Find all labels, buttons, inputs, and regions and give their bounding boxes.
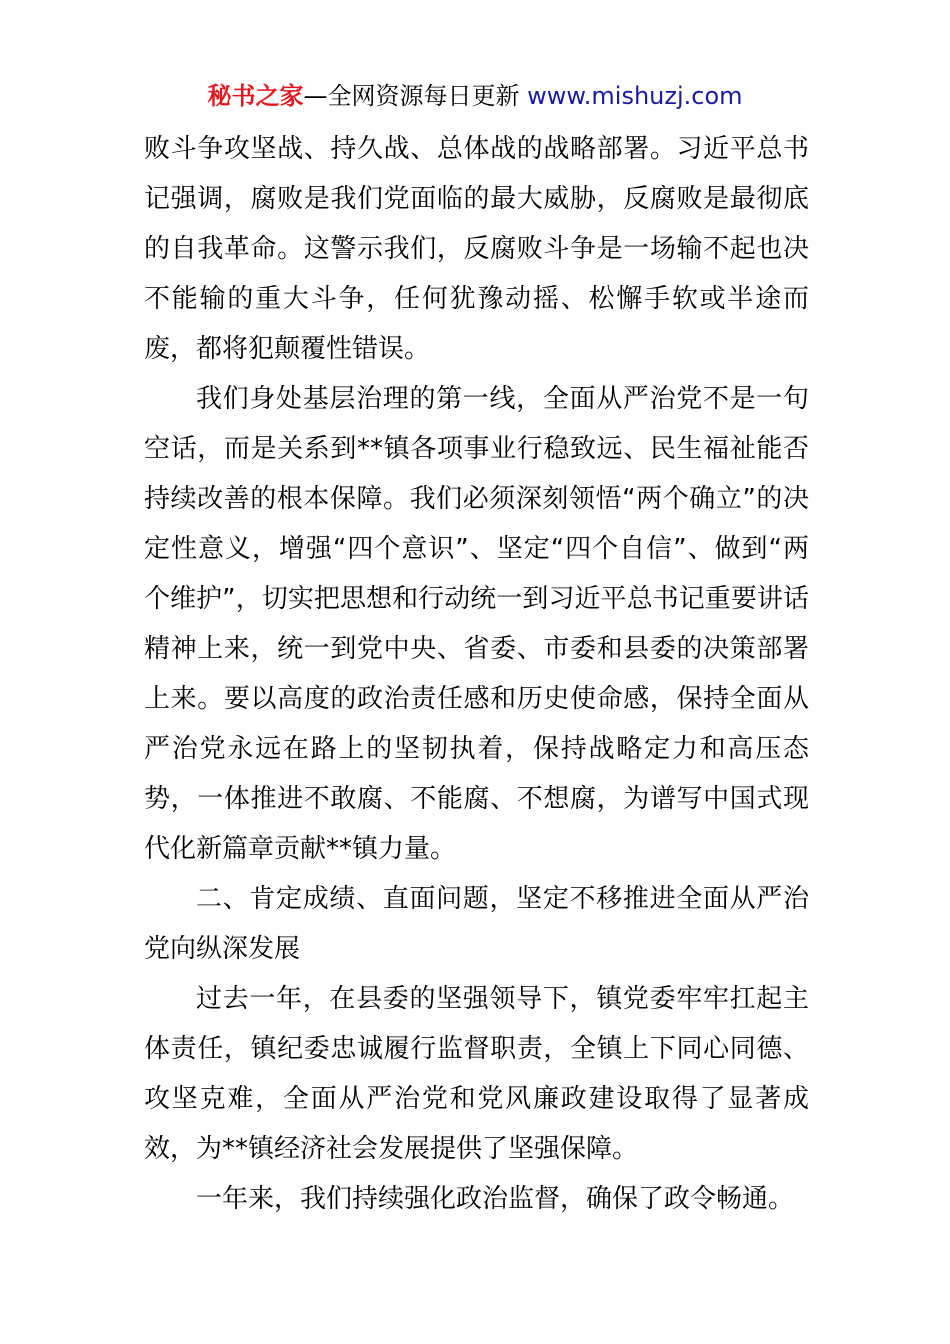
paragraph-4: 一年来，我们持续强化政治监督，确保了政令畅通。: [196, 1184, 795, 1214]
section-heading: 二、肯定成绩、直面问题，坚定不移推进全面从严治党向纵深发展: [144, 884, 809, 964]
document-body: [144, 124, 809, 1224]
paragraph-3: 过去一年，在县委的坚强领导下，镇党委牢牢扛起主体责任，镇纪委忠诚履行监督职责，全镇上下同心同德、攻坚克难，全面从严治党和党风廉政建设取得了显著成效，为**镇经济社会发展提供了坚强保障。: [144, 984, 809, 1164]
paragraph-1: 败斗争攻坚战、持久战、总体战的战略部署。习近平总书记强调，腐败是我们党面临的最大威胁，反腐败是最彻底的自我革命。这警示我们，反腐败斗争是一场输不起也决不能输的重大斗争，任何犹豫动摇、松懈手软或半途而废，都将犯颠覆性错误。: [144, 134, 809, 364]
page-header: [0, 80, 950, 112]
header-tagline: —全网资源每日更新: [303, 82, 528, 110]
paragraph-2: 我们身处基层治理的第一线，全面从严治党不是一句空话，而是关系到**镇各项事业行稳致远、民生福祉能否持续改善的根本保障。我们必须深刻领悟“两个确立”的决定性意义，增强“四个意识”、坚定“四个自信”、做到“两个维护”，切实把思想和行动统一到习近平总书记重要讲话精神上来，统一到党中央、省委、市委和县委的决策部署上来。要以高度的政治责任感和历史使命感，保持全面从严治党永远在路上的坚韧执着，保持战略定力和高压态势，一体推进不敢腐、不能腐、不想腐，为谱写中国式现代化新篇章贡献**镇力量。: [144, 384, 809, 864]
header-site-link[interactable]: www.mishuzj.com: [527, 82, 743, 110]
header-brand: 秘书之家: [207, 82, 304, 110]
